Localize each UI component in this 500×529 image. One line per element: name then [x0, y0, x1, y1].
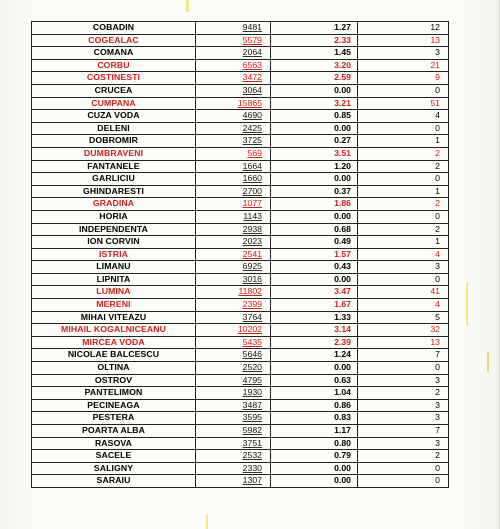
population-value: 3764 [242, 311, 262, 322]
table-row [32, 299, 448, 312]
cases-cell: 0 [435, 462, 440, 473]
population-cell [196, 85, 271, 97]
population-value: 3472 [242, 72, 262, 83]
rate-cell: 0.80 [271, 438, 358, 450]
population-cell [196, 198, 271, 210]
rate-cell: 1.33 [271, 312, 358, 324]
rate-cell: 0.00 [271, 362, 358, 374]
population-value: 1307 [242, 475, 262, 486]
population-value: 3487 [242, 399, 262, 410]
cases-cell: 0 [435, 362, 440, 373]
rate-cell: 0.00 [271, 85, 358, 97]
locality-name-cell: POARTA ALBA [32, 425, 196, 437]
locality-name-cell: MIRCEA VODA [32, 337, 196, 349]
locality-name-cell: PECINEAGA [32, 400, 196, 412]
locality-name-cell: CRUCEA [32, 85, 196, 97]
population-cell [196, 425, 271, 437]
locality-name-cell: COSTINESTI [32, 72, 196, 84]
population-value: 2700 [242, 185, 262, 196]
rate-cell: 0.27 [271, 135, 358, 147]
table-row [32, 312, 448, 325]
population-cell [196, 438, 271, 450]
rate-cell: 3.20 [271, 60, 358, 72]
population-value: 1664 [242, 160, 262, 171]
table-row [32, 224, 448, 237]
population-cell [196, 224, 271, 236]
population-cell [196, 135, 271, 147]
population-value: 4690 [242, 110, 262, 121]
population-value: 1143 [243, 210, 262, 221]
locality-name-cell: LUMINA [32, 286, 196, 298]
table-row [32, 463, 448, 476]
table-row [32, 110, 448, 123]
table-row [32, 261, 448, 274]
table-row [32, 135, 448, 148]
population-cell [196, 400, 271, 412]
rate-cell: 0.83 [271, 412, 358, 424]
table-row [32, 47, 448, 60]
population-value: 3016 [242, 273, 262, 284]
table-row [32, 148, 448, 161]
locality-name-cell: CORBU [32, 60, 196, 72]
table-row [32, 22, 448, 35]
population-cell [196, 299, 271, 311]
population-value: 10202 [237, 324, 262, 335]
cases-cell: 4 [435, 110, 440, 121]
rate-cell: 2.59 [271, 72, 358, 84]
table-row [32, 286, 448, 299]
rate-cell: 3.51 [271, 148, 358, 160]
table-row [32, 72, 448, 85]
cases-cell: 3 [435, 399, 440, 410]
locality-name-cell: CUMPANA [32, 98, 196, 110]
locality-name-cell: MIHAIL KOGALNICEANU [32, 324, 196, 336]
population-cell [196, 148, 271, 160]
table-row [32, 35, 448, 48]
population-value: 2541 [242, 248, 262, 259]
rate-cell: 1.45 [271, 47, 358, 59]
population-cell [196, 286, 271, 298]
table-row [32, 85, 448, 98]
rate-cell: 0.85 [271, 110, 358, 122]
cases-cell: 4 [435, 299, 440, 310]
table-row [32, 400, 448, 413]
population-cell [196, 475, 271, 487]
population-value: 1930 [242, 387, 262, 398]
population-value: 3595 [242, 412, 262, 423]
table-row [32, 186, 448, 199]
rate-cell: 3.47 [271, 286, 358, 298]
cases-cell: 7 [435, 349, 440, 360]
population-cell [196, 387, 271, 399]
locality-name-cell: SALIGNY [32, 463, 196, 475]
locality-name-cell: GHINDARESTI [32, 186, 196, 198]
cases-cell: 5 [435, 311, 440, 322]
locality-name-cell: LIMANU [32, 261, 196, 273]
rate-cell: 0.68 [271, 224, 358, 236]
locality-name-cell: MIHAI VITEAZU [32, 312, 196, 324]
locality-name-cell: INDEPENDENTA [32, 224, 196, 236]
population-cell [196, 375, 271, 387]
rate-cell: 1.20 [271, 161, 358, 173]
table-row [32, 412, 448, 425]
table-row [32, 324, 448, 337]
table-row [32, 425, 448, 438]
table-row [32, 475, 448, 488]
cases-cell: 0 [435, 273, 440, 284]
locality-name-cell: GRADINA [32, 198, 196, 210]
table-row [32, 274, 448, 287]
rate-cell: 0.00 [271, 123, 358, 135]
population-value: 2520 [242, 362, 262, 373]
cases-cell: 0 [435, 173, 440, 184]
cases-cell: 13 [430, 34, 440, 45]
cases-cell: 3 [435, 437, 440, 448]
cases-cell: 2 [435, 223, 440, 234]
population-cell [196, 349, 271, 361]
table-row [32, 349, 448, 362]
cases-cell: 7 [435, 425, 440, 435]
locality-name-cell: CUZA VODA [32, 110, 196, 122]
locality-name-cell: LIPNITA [32, 274, 196, 286]
population-value: 1077 [242, 198, 262, 209]
table-row [32, 450, 448, 463]
rate-cell: 1.67 [271, 299, 358, 311]
population-cell [196, 72, 271, 84]
population-value: 2532 [242, 450, 262, 461]
rate-cell: 0.00 [271, 173, 358, 185]
population-cell [196, 60, 271, 72]
cases-cell: 21 [430, 59, 440, 70]
population-cell [196, 211, 271, 223]
cases-cell: 51 [430, 97, 440, 108]
rate-cell: 2.39 [271, 337, 358, 349]
cases-cell: 1 [435, 236, 440, 247]
locality-table [31, 21, 449, 488]
rate-cell: 1.27 [271, 22, 358, 34]
rate-cell: 1.86 [271, 198, 358, 210]
highlighter-mark [466, 282, 468, 326]
locality-name-cell: ION CORVIN [32, 236, 196, 248]
cases-cell: 3 [435, 374, 440, 385]
rate-cell: 0.43 [271, 261, 358, 273]
table-row [32, 438, 448, 451]
rate-cell: 2.33 [271, 35, 358, 47]
population-value: 5579 [242, 34, 262, 45]
table-row [32, 375, 448, 388]
population-cell [196, 123, 271, 135]
rate-cell: 0.00 [271, 475, 358, 487]
rate-cell: 0.79 [271, 450, 358, 462]
population-cell [196, 261, 271, 273]
cases-cell: 32 [430, 324, 440, 335]
cases-cell: 4 [435, 248, 440, 259]
locality-name-cell: SARAIU [32, 475, 196, 487]
locality-name-cell: COGEALAC [32, 35, 196, 47]
locality-name-cell: ISTRIA [32, 249, 196, 261]
population-cell [196, 110, 271, 122]
highlighter-mark [206, 515, 208, 529]
locality-name-cell: NICOLAE BALCESCU [32, 349, 196, 361]
cases-cell: 0 [435, 84, 440, 95]
cases-cell: 2 [435, 198, 440, 209]
table-row [32, 123, 448, 136]
population-value: 3751 [242, 437, 262, 448]
locality-name-cell: OSTROV [32, 375, 196, 387]
rate-cell: 0.00 [271, 211, 358, 223]
population-value: 5646 [242, 349, 262, 360]
rate-cell: 1.04 [271, 387, 358, 399]
table-row [32, 161, 448, 174]
population-value: 11802 [238, 286, 262, 297]
population-value: 2399 [242, 299, 262, 310]
population-value: 9481 [242, 22, 262, 32]
population-value: 6925 [242, 261, 262, 272]
rate-cell: 0.00 [271, 463, 358, 475]
cases-cell: 0 [435, 122, 440, 133]
table-row [32, 211, 448, 224]
rate-cell: 0.37 [271, 186, 358, 198]
cases-cell: 0 [435, 475, 440, 486]
population-cell [196, 324, 271, 336]
locality-name-cell: DOBROMIR [32, 135, 196, 147]
cases-cell: 1 [435, 185, 440, 196]
locality-name-cell: DUMBRAVENI [32, 148, 196, 160]
cases-cell: 9 [435, 72, 440, 83]
cases-cell: 2 [435, 147, 440, 158]
population-value: 4795 [242, 374, 262, 385]
rate-cell: 0.00 [271, 274, 358, 286]
cases-cell: 3 [435, 261, 440, 272]
population-cell [196, 450, 271, 462]
population-value: 569 [247, 147, 262, 158]
rate-cell: 3.21 [271, 98, 358, 110]
population-value: 6563 [242, 59, 262, 70]
locality-name-cell: COBADIN [32, 22, 196, 34]
locality-name-cell: PESTERA [32, 412, 196, 424]
population-cell [196, 22, 271, 34]
highlighter-mark [186, 0, 189, 12]
rate-cell: 1.24 [271, 349, 358, 361]
population-cell [196, 249, 271, 261]
table-row [32, 337, 448, 350]
population-cell [196, 463, 271, 475]
population-value: 2938 [242, 223, 262, 234]
population-value: 5435 [242, 336, 262, 347]
population-value: 2023 [242, 236, 262, 247]
cases-cell: 3 [435, 412, 440, 423]
rate-cell: 1.57 [271, 249, 358, 261]
table-row [32, 198, 448, 211]
locality-name-cell: OLTINA [32, 362, 196, 374]
population-value: 2330 [242, 462, 262, 473]
locality-name-cell: PANTELIMON [32, 387, 196, 399]
population-value: 15865 [237, 97, 262, 108]
table-row [32, 362, 448, 375]
population-cell [196, 412, 271, 424]
cases-cell: 12 [430, 22, 440, 32]
locality-name-cell: SACELE [32, 450, 196, 462]
cases-cell: 2 [435, 160, 440, 171]
population-value: 1660 [242, 173, 262, 184]
rate-cell: 3.14 [271, 324, 358, 336]
population-cell [196, 312, 271, 324]
population-cell [196, 35, 271, 47]
locality-name-cell: RASOVA [32, 438, 196, 450]
table-row [32, 60, 448, 73]
population-cell [196, 274, 271, 286]
table-row [32, 236, 448, 249]
rate-cell: 0.63 [271, 375, 358, 387]
population-value: 2064 [242, 47, 262, 58]
cases-cell: 13 [430, 336, 440, 347]
table-row [32, 173, 448, 186]
population-value: 5982 [242, 425, 262, 435]
locality-name-cell: HORIA [32, 211, 196, 223]
rate-cell: 0.49 [271, 236, 358, 248]
population-value: 2425 [242, 122, 262, 133]
population-cell [196, 47, 271, 59]
locality-name-cell: MERENI [32, 299, 196, 311]
rate-cell: 0.86 [271, 400, 358, 412]
table-row [32, 387, 448, 400]
locality-name-cell: COMANA [32, 47, 196, 59]
cases-cell: 1 [435, 135, 440, 146]
table-row [32, 249, 448, 262]
scan-smudge [487, 352, 489, 372]
table-row [32, 98, 448, 111]
cases-cell: 41 [430, 286, 440, 297]
cases-cell: 2 [435, 450, 440, 461]
population-cell [196, 98, 271, 110]
population-cell [196, 186, 271, 198]
population-cell [196, 337, 271, 349]
population-value: 3725 [242, 135, 262, 146]
cases-cell: 3 [435, 47, 440, 58]
population-cell [196, 161, 271, 173]
cases-cell: 2 [435, 387, 440, 398]
rate-cell: 1.17 [271, 425, 358, 437]
locality-name-cell: GARLICIU [32, 173, 196, 185]
locality-name-cell: DELENI [32, 123, 196, 135]
population-cell [196, 173, 271, 185]
locality-name-cell: FANTANELE [32, 161, 196, 173]
population-cell [196, 236, 271, 248]
cases-cell: 0 [435, 210, 440, 221]
population-value: 3064 [242, 84, 262, 95]
population-cell [196, 362, 271, 374]
